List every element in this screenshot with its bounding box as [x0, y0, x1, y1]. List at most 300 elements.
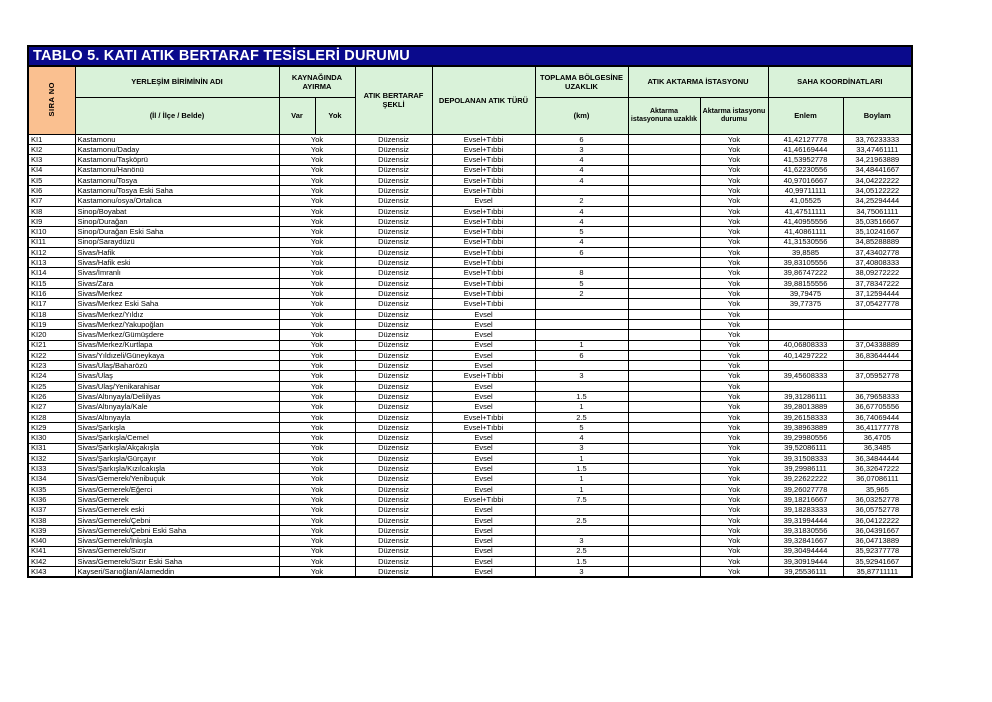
- bertaraf-sekli-cell: Düzensiz: [355, 186, 432, 196]
- sira-no-cell: KI11: [28, 237, 75, 247]
- kaynaginda-ayirma-cell: Yok: [279, 443, 355, 453]
- depolanan-tur-cell: Evsel+Tıbbi: [432, 237, 535, 247]
- uzaklik-km-cell: 1: [535, 453, 628, 463]
- col-header-var: Var: [279, 97, 315, 134]
- aktarma-uzaklik-cell: [628, 515, 700, 525]
- uzaklik-km-cell: 5: [535, 278, 628, 288]
- table-row: [28, 247, 912, 257]
- kaynaginda-ayirma-cell: Yok: [279, 227, 355, 237]
- kaynaginda-ayirma-cell: Yok: [279, 402, 355, 412]
- enlem-cell: [768, 309, 843, 319]
- enlem-cell: 39,26027778: [768, 484, 843, 494]
- yerlesim-cell: Sivas/Gemerek/Sızır: [75, 546, 279, 556]
- bertaraf-sekli-cell: Düzensiz: [355, 258, 432, 268]
- table-row: [28, 412, 912, 422]
- sira-no-cell: KI3: [28, 155, 75, 165]
- aktarma-uzaklik-cell: [628, 392, 700, 402]
- aktarma-durumu-cell: Yok: [700, 165, 768, 175]
- aktarma-uzaklik-cell: [628, 134, 700, 144]
- table-row: [28, 536, 912, 546]
- boylam-cell: 35,965: [843, 484, 912, 494]
- uzaklik-km-cell: [535, 361, 628, 371]
- table-row: [28, 237, 912, 247]
- boylam-cell: 37,05952778: [843, 371, 912, 381]
- yerlesim-cell: Kastamonu/Taşköprü: [75, 155, 279, 165]
- uzaklik-km-cell: 1: [535, 474, 628, 484]
- kaynaginda-ayirma-cell: Yok: [279, 433, 355, 443]
- enlem-cell: 39,29980556: [768, 433, 843, 443]
- depolanan-tur-cell: Evsel+Tıbbi: [432, 268, 535, 278]
- bertaraf-sekli-cell: Düzensiz: [355, 474, 432, 484]
- aktarma-durumu-cell: Yok: [700, 227, 768, 237]
- aktarma-uzaklik-cell: [628, 144, 700, 154]
- boylam-cell: 37,05427778: [843, 299, 912, 309]
- boylam-cell: 34,25294444: [843, 196, 912, 206]
- bertaraf-sekli-cell: Düzensiz: [355, 361, 432, 371]
- aktarma-uzaklik-cell: [628, 536, 700, 546]
- bertaraf-sekli-cell: Düzensiz: [355, 330, 432, 340]
- yerlesim-cell: Sivas/Gemerek: [75, 495, 279, 505]
- col-header-sira-no: [28, 66, 75, 134]
- bertaraf-sekli-cell: Düzensiz: [355, 309, 432, 319]
- sira-no-cell: KI32: [28, 453, 75, 463]
- boylam-cell: 35,92941667: [843, 556, 912, 566]
- depolanan-tur-cell: Evsel: [432, 505, 535, 515]
- enlem-cell: 41,40861111: [768, 227, 843, 237]
- aktarma-durumu-cell: Yok: [700, 381, 768, 391]
- boylam-cell: 36,05752778: [843, 505, 912, 515]
- uzaklik-km-cell: 3: [535, 567, 628, 577]
- kaynaginda-ayirma-cell: Yok: [279, 340, 355, 350]
- uzaklik-km-cell: 2: [535, 196, 628, 206]
- table-row: [28, 381, 912, 391]
- yerlesim-cell: Sivas/Zara: [75, 278, 279, 288]
- uzaklik-km-cell: 4: [535, 175, 628, 185]
- bertaraf-sekli-cell: Düzensiz: [355, 556, 432, 566]
- yerlesim-cell: Kastamonu/Hanönü: [75, 165, 279, 175]
- depolanan-tur-cell: Evsel: [432, 556, 535, 566]
- aktarma-durumu-cell: Yok: [700, 144, 768, 154]
- boylam-cell: 34,04222222: [843, 175, 912, 185]
- yerlesim-cell: Sivas/Ulaş/Baharözü: [75, 361, 279, 371]
- uzaklik-km-cell: 1: [535, 402, 628, 412]
- boylam-cell: 36,3485: [843, 443, 912, 453]
- sira-no-cell: KI28: [28, 412, 75, 422]
- bertaraf-sekli-cell: Düzensiz: [355, 289, 432, 299]
- kaynaginda-ayirma-cell: Yok: [279, 186, 355, 196]
- enlem-cell: 39,25536111: [768, 567, 843, 577]
- sira-no-cell: KI30: [28, 433, 75, 443]
- aktarma-uzaklik-cell: [628, 350, 700, 360]
- bertaraf-sekli-cell: Düzensiz: [355, 247, 432, 257]
- enlem-cell: 39,18216667: [768, 495, 843, 505]
- col-header-boylam: Boylam: [843, 97, 912, 134]
- yerlesim-cell: Sivas/Merkez/Yakupoğlan: [75, 319, 279, 329]
- depolanan-tur-cell: Evsel+Tıbbi: [432, 258, 535, 268]
- sira-no-cell: KI25: [28, 381, 75, 391]
- sira-no-cell: KI4: [28, 165, 75, 175]
- bertaraf-sekli-cell: Düzensiz: [355, 402, 432, 412]
- enlem-cell: 39,22622222: [768, 474, 843, 484]
- aktarma-uzaklik-cell: [628, 464, 700, 474]
- kaynaginda-ayirma-cell: Yok: [279, 289, 355, 299]
- aktarma-durumu-cell: Yok: [700, 453, 768, 463]
- enlem-cell: 39,30919444: [768, 556, 843, 566]
- yerlesim-cell: Sivas/Ulaş: [75, 371, 279, 381]
- boylam-cell: 33,76233333: [843, 134, 912, 144]
- header-row-top: [28, 66, 912, 97]
- aktarma-uzaklik-cell: [628, 196, 700, 206]
- bertaraf-sekli-cell: Düzensiz: [355, 515, 432, 525]
- boylam-cell: 35,92377778: [843, 546, 912, 556]
- depolanan-tur-cell: Evsel+Tıbbi: [432, 412, 535, 422]
- kaynaginda-ayirma-cell: Yok: [279, 567, 355, 577]
- aktarma-uzaklik-cell: [628, 227, 700, 237]
- yerlesim-cell: Sivas/Gemerek/Eğerci: [75, 484, 279, 494]
- uzaklik-km-cell: 1: [535, 340, 628, 350]
- uzaklik-km-cell: 4: [535, 217, 628, 227]
- boylam-cell: 36,4705: [843, 433, 912, 443]
- depolanan-tur-cell: Evsel: [432, 361, 535, 371]
- aktarma-durumu-cell: Yok: [700, 299, 768, 309]
- table-row: [28, 350, 912, 360]
- aktarma-durumu-cell: Yok: [700, 175, 768, 185]
- aktarma-durumu-cell: Yok: [700, 464, 768, 474]
- boylam-cell: 34,21963889: [843, 155, 912, 165]
- depolanan-tur-cell: Evsel: [432, 484, 535, 494]
- uzaklik-km-cell: 2: [535, 289, 628, 299]
- table-title: TABLO 5. KATI ATIK BERTARAF TESİSLERİ DURUMU: [28, 46, 912, 66]
- enlem-cell: 39,79475: [768, 289, 843, 299]
- depolanan-tur-cell: Evsel+Tıbbi: [432, 247, 535, 257]
- aktarma-uzaklik-cell: [628, 340, 700, 350]
- enlem-cell: 39,30494444: [768, 546, 843, 556]
- aktarma-uzaklik-cell: [628, 299, 700, 309]
- uzaklik-km-cell: [535, 319, 628, 329]
- enlem-cell: 39,45608333: [768, 371, 843, 381]
- yerlesim-cell: Sinop/Saraydüzü: [75, 237, 279, 247]
- kaynaginda-ayirma-cell: Yok: [279, 412, 355, 422]
- table-row: [28, 330, 912, 340]
- kaynaginda-ayirma-cell: Yok: [279, 381, 355, 391]
- boylam-cell: 36,04713889: [843, 536, 912, 546]
- aktarma-durumu-cell: Yok: [700, 309, 768, 319]
- yerlesim-cell: Kastamonu/Tosya Eski Saha: [75, 186, 279, 196]
- table-row: [28, 278, 912, 288]
- depolanan-tur-cell: Evsel: [432, 402, 535, 412]
- bertaraf-sekli-cell: Düzensiz: [355, 165, 432, 175]
- kaynaginda-ayirma-cell: Yok: [279, 247, 355, 257]
- aktarma-durumu-cell: Yok: [700, 484, 768, 494]
- aktarma-durumu-cell: Yok: [700, 350, 768, 360]
- depolanan-tur-cell: Evsel: [432, 309, 535, 319]
- table-row: [28, 443, 912, 453]
- table-row: [28, 217, 912, 227]
- aktarma-uzaklik-cell: [628, 206, 700, 216]
- aktarma-durumu-cell: Yok: [700, 422, 768, 432]
- table-row: [28, 484, 912, 494]
- enlem-cell: 41,42127778: [768, 134, 843, 144]
- sira-no-cell: KI12: [28, 247, 75, 257]
- aktarma-uzaklik-cell: [628, 453, 700, 463]
- bertaraf-sekli-cell: Düzensiz: [355, 237, 432, 247]
- sira-no-cell: KI8: [28, 206, 75, 216]
- depolanan-tur-cell: Evsel+Tıbbi: [432, 495, 535, 505]
- table-row: [28, 258, 912, 268]
- yerlesim-cell: Sivas/Yıldızeli/Güneykaya: [75, 350, 279, 360]
- kaynaginda-ayirma-cell: Yok: [279, 422, 355, 432]
- aktarma-durumu-cell: Yok: [700, 196, 768, 206]
- uzaklik-km-cell: 4: [535, 165, 628, 175]
- enlem-cell: [768, 381, 843, 391]
- yerlesim-cell: Kastamonu/Daday: [75, 144, 279, 154]
- aktarma-durumu-cell: Yok: [700, 412, 768, 422]
- table-row: [28, 515, 912, 525]
- uzaklik-km-cell: [535, 330, 628, 340]
- yerlesim-cell: Sivas/Şarkışla/Gürçayır: [75, 453, 279, 463]
- aktarma-uzaklik-cell: [628, 433, 700, 443]
- yerlesim-cell: Sinop/Durağan Eski Saha: [75, 227, 279, 237]
- uzaklik-km-cell: [535, 186, 628, 196]
- bertaraf-sekli-cell: Düzensiz: [355, 196, 432, 206]
- depolanan-tur-cell: Evsel+Tıbbi: [432, 186, 535, 196]
- aktarma-durumu-cell: Yok: [700, 186, 768, 196]
- boylam-cell: 38,09272222: [843, 268, 912, 278]
- yerlesim-cell: Sivas/İmranlı: [75, 268, 279, 278]
- enlem-cell: 39,8585: [768, 247, 843, 257]
- aktarma-uzaklik-cell: [628, 319, 700, 329]
- table-row: [28, 268, 912, 278]
- enlem-cell: 40,06808333: [768, 340, 843, 350]
- kaynaginda-ayirma-cell: Yok: [279, 484, 355, 494]
- boylam-cell: 36,32647222: [843, 464, 912, 474]
- sira-no-cell: KI35: [28, 484, 75, 494]
- boylam-cell: 34,48441667: [843, 165, 912, 175]
- sira-no-cell: KI1: [28, 134, 75, 144]
- yerlesim-cell: Sivas/Gemerek/Çebni Eski Saha: [75, 525, 279, 535]
- bertaraf-sekli-cell: Düzensiz: [355, 217, 432, 227]
- enlem-cell: 41,47511111: [768, 206, 843, 216]
- kaynaginda-ayirma-cell: Yok: [279, 175, 355, 185]
- kaynaginda-ayirma-cell: Yok: [279, 350, 355, 360]
- kaynaginda-ayirma-cell: Yok: [279, 464, 355, 474]
- yerlesim-cell: Sivas/Hafik: [75, 247, 279, 257]
- depolanan-tur-cell: Evsel: [432, 196, 535, 206]
- aktarma-durumu-cell: Yok: [700, 525, 768, 535]
- uzaklik-km-cell: 2.5: [535, 515, 628, 525]
- aktarma-durumu-cell: Yok: [700, 515, 768, 525]
- aktarma-durumu-cell: Yok: [700, 361, 768, 371]
- depolanan-tur-cell: Evsel: [432, 546, 535, 556]
- uzaklik-km-cell: 3: [535, 371, 628, 381]
- table-body: [28, 134, 912, 577]
- sira-no-cell: KI2: [28, 144, 75, 154]
- aktarma-uzaklik-cell: [628, 247, 700, 257]
- yerlesim-cell: Sivas/Şarkışla: [75, 422, 279, 432]
- aktarma-uzaklik-cell: [628, 330, 700, 340]
- aktarma-durumu-cell: Yok: [700, 392, 768, 402]
- kaynaginda-ayirma-cell: Yok: [279, 319, 355, 329]
- depolanan-tur-cell: Evsel+Tıbbi: [432, 134, 535, 144]
- aktarma-uzaklik-cell: [628, 186, 700, 196]
- uzaklik-km-cell: 1.5: [535, 556, 628, 566]
- bertaraf-sekli-cell: Düzensiz: [355, 412, 432, 422]
- sira-no-cell: KI16: [28, 289, 75, 299]
- sira-no-cell: KI19: [28, 319, 75, 329]
- yerlesim-cell: Kastamonu: [75, 134, 279, 144]
- bertaraf-sekli-cell: Düzensiz: [355, 536, 432, 546]
- yerlesim-cell: Kayseri/Sarıoğlan/Alameddin: [75, 567, 279, 577]
- aktarma-durumu-cell: Yok: [700, 567, 768, 577]
- col-header-il-ilce-belde: (İl / İlçe / Belde): [75, 97, 279, 134]
- yerlesim-cell: Sivas/Merkez Eski Saha: [75, 299, 279, 309]
- yerlesim-cell: Kastamonu/Tosya: [75, 175, 279, 185]
- uzaklik-km-cell: [535, 299, 628, 309]
- aktarma-durumu-cell: Yok: [700, 268, 768, 278]
- aktarma-durumu-cell: Yok: [700, 155, 768, 165]
- aktarma-uzaklik-cell: [628, 474, 700, 484]
- uzaklik-km-cell: [535, 505, 628, 515]
- kaynaginda-ayirma-cell: Yok: [279, 392, 355, 402]
- bertaraf-sekli-cell: Düzensiz: [355, 464, 432, 474]
- depolanan-tur-cell: Evsel: [432, 443, 535, 453]
- uzaklik-km-cell: [535, 381, 628, 391]
- yerlesim-cell: Sivas/Gemerek eski: [75, 505, 279, 515]
- yerlesim-cell: Sivas/Hafik eski: [75, 258, 279, 268]
- yerlesim-cell: Sivas/Şarkışla/Akçakışla: [75, 443, 279, 453]
- bertaraf-sekli-cell: Düzensiz: [355, 175, 432, 185]
- table-row: [28, 155, 912, 165]
- yerlesim-cell: Sinop/Durağan: [75, 217, 279, 227]
- enlem-cell: 39,31508333: [768, 453, 843, 463]
- yerlesim-cell: Sivas/Ulaş/Yenikarahisar: [75, 381, 279, 391]
- aktarma-durumu-cell: Yok: [700, 371, 768, 381]
- uzaklik-km-cell: 4: [535, 206, 628, 216]
- aktarma-uzaklik-cell: [628, 412, 700, 422]
- enlem-cell: 39,26158333: [768, 412, 843, 422]
- aktarma-uzaklik-cell: [628, 556, 700, 566]
- boylam-cell: 35,03516667: [843, 217, 912, 227]
- boylam-cell: 36,67705556: [843, 402, 912, 412]
- aktarma-uzaklik-cell: [628, 289, 700, 299]
- bertaraf-sekli-cell: Düzensiz: [355, 206, 432, 216]
- aktarma-uzaklik-cell: [628, 175, 700, 185]
- aktarma-uzaklik-cell: [628, 505, 700, 515]
- kaynaginda-ayirma-cell: Yok: [279, 134, 355, 144]
- boylam-cell: 33,47461111: [843, 144, 912, 154]
- sira-no-cell: KI43: [28, 567, 75, 577]
- boylam-cell: 37,12594444: [843, 289, 912, 299]
- uzaklik-km-cell: [535, 258, 628, 268]
- table-row: [28, 319, 912, 329]
- enlem-cell: 39,31286111: [768, 392, 843, 402]
- table-row: [28, 165, 912, 175]
- aktarma-uzaklik-cell: [628, 217, 700, 227]
- col-header-enlem: Enlem: [768, 97, 843, 134]
- boylam-cell: 36,41177778: [843, 422, 912, 432]
- enlem-cell: 39,31830556: [768, 525, 843, 535]
- kaynaginda-ayirma-cell: Yok: [279, 155, 355, 165]
- sira-no-cell: KI20: [28, 330, 75, 340]
- boylam-cell: [843, 361, 912, 371]
- bertaraf-sekli-cell: Düzensiz: [355, 453, 432, 463]
- bertaraf-sekli-cell: Düzensiz: [355, 567, 432, 577]
- col-header-toplama-bolgesine-uzaklik: TOPLAMA BÖLGESİNE UZAKLIK: [535, 66, 628, 97]
- enlem-cell: 39,28013889: [768, 402, 843, 412]
- yerlesim-cell: Sivas/Merkez/Yıldız: [75, 309, 279, 319]
- uzaklik-km-cell: 1.5: [535, 464, 628, 474]
- aktarma-durumu-cell: Yok: [700, 443, 768, 453]
- yerlesim-cell: Sivas/Merkez/Kurtlapa: [75, 340, 279, 350]
- depolanan-tur-cell: Evsel: [432, 453, 535, 463]
- depolanan-tur-cell: Evsel+Tıbbi: [432, 175, 535, 185]
- sira-no-cell: KI23: [28, 361, 75, 371]
- kaynaginda-ayirma-cell: Yok: [279, 515, 355, 525]
- kaynaginda-ayirma-cell: Yok: [279, 474, 355, 484]
- col-header-kaynaginda-ayirma: KAYNAĞINDA AYIRMA: [279, 66, 355, 97]
- yerlesim-cell: Sivas/Gemerek/Sızır Eski Saha: [75, 556, 279, 566]
- enlem-cell: [768, 319, 843, 329]
- bertaraf-sekli-cell: Düzensiz: [355, 227, 432, 237]
- sira-no-cell: KI37: [28, 505, 75, 515]
- kaynaginda-ayirma-cell: Yok: [279, 237, 355, 247]
- kaynaginda-ayirma-cell: Yok: [279, 453, 355, 463]
- uzaklik-km-cell: 4: [535, 237, 628, 247]
- yerlesim-cell: Sivas/Altınyayla: [75, 412, 279, 422]
- kaynaginda-ayirma-cell: Yok: [279, 196, 355, 206]
- boylam-cell: 36,74069444: [843, 412, 912, 422]
- kaynaginda-ayirma-cell: Yok: [279, 309, 355, 319]
- col-header-atik-aktarma-istasyonu: ATIK AKTARMA İSTASYONU: [628, 66, 768, 97]
- enlem-cell: 39,38963889: [768, 422, 843, 432]
- table-row: [28, 464, 912, 474]
- uzaklik-km-cell: 6: [535, 350, 628, 360]
- aktarma-uzaklik-cell: [628, 567, 700, 577]
- aktarma-durumu-cell: Yok: [700, 134, 768, 144]
- yerlesim-cell: Sivas/Altınyayla/Kale: [75, 402, 279, 412]
- aktarma-durumu-cell: Yok: [700, 505, 768, 515]
- aktarma-uzaklik-cell: [628, 495, 700, 505]
- uzaklik-km-cell: 1: [535, 484, 628, 494]
- aktarma-durumu-cell: Yok: [700, 237, 768, 247]
- aktarma-durumu-cell: Yok: [700, 258, 768, 268]
- boylam-cell: [843, 381, 912, 391]
- uzaklik-km-cell: 8: [535, 268, 628, 278]
- aktarma-durumu-cell: Yok: [700, 206, 768, 216]
- enlem-cell: 39,52086111: [768, 443, 843, 453]
- aktarma-durumu-cell: Yok: [700, 402, 768, 412]
- table-row: [28, 196, 912, 206]
- yerlesim-cell: Sinop/Boyabat: [75, 206, 279, 216]
- bertaraf-sekli-cell: Düzensiz: [355, 525, 432, 535]
- aktarma-durumu-cell: Yok: [700, 546, 768, 556]
- uzaklik-km-cell: 5: [535, 227, 628, 237]
- aktarma-uzaklik-cell: [628, 155, 700, 165]
- kaynaginda-ayirma-cell: Yok: [279, 525, 355, 535]
- uzaklik-km-cell: 4: [535, 155, 628, 165]
- enlem-cell: 39,31994444: [768, 515, 843, 525]
- depolanan-tur-cell: Evsel+Tıbbi: [432, 289, 535, 299]
- boylam-cell: [843, 309, 912, 319]
- enlem-cell: 39,18283333: [768, 505, 843, 515]
- enlem-cell: 41,53952778: [768, 155, 843, 165]
- aktarma-uzaklik-cell: [628, 443, 700, 453]
- sira-no-cell: KI42: [28, 556, 75, 566]
- enlem-cell: 39,86747222: [768, 268, 843, 278]
- enlem-cell: [768, 361, 843, 371]
- aktarma-uzaklik-cell: [628, 546, 700, 556]
- boylam-cell: 36,04391667: [843, 525, 912, 535]
